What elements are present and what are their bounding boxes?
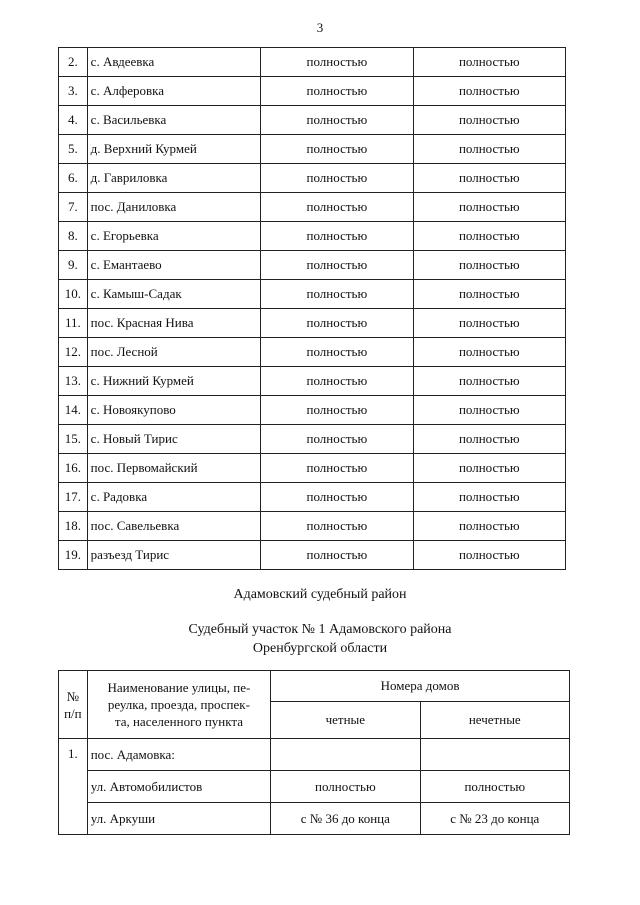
row-even: полностью xyxy=(261,251,413,280)
table-row xyxy=(59,251,566,280)
section-heading-line2: Оренбургской области xyxy=(252,641,388,656)
table-row xyxy=(59,771,570,803)
row-odd: полностью xyxy=(413,309,565,338)
row-odd: полностью xyxy=(413,164,565,193)
row-name: с. Камыш-Садак xyxy=(87,280,260,309)
row-even: полностью xyxy=(261,425,413,454)
table-row xyxy=(59,222,566,251)
header-num xyxy=(59,671,88,739)
table-row xyxy=(59,135,566,164)
row-even: полностью xyxy=(261,106,413,135)
row-odd: полностью xyxy=(413,483,565,512)
header-name-line2: реулка, проезда, проспек- xyxy=(107,697,250,712)
row-name: пос. Адамовка: xyxy=(87,739,270,771)
section-heading xyxy=(0,620,640,658)
row-num: 15. xyxy=(59,425,88,454)
row-name: с. Радовка xyxy=(87,483,260,512)
row-odd xyxy=(420,739,569,771)
row-name: с. Алферовка xyxy=(87,77,260,106)
table-row xyxy=(59,77,566,106)
row-name: пос. Лесной xyxy=(87,338,260,367)
streets-table xyxy=(58,670,570,835)
row-name: пос. Даниловка xyxy=(87,193,260,222)
row-even: полностью xyxy=(261,541,413,570)
table-row xyxy=(59,48,566,77)
table-row xyxy=(59,739,570,771)
table-row xyxy=(59,338,566,367)
row-odd: полностью xyxy=(413,425,565,454)
table-row xyxy=(59,106,566,135)
row-even: полностью xyxy=(261,193,413,222)
row-odd: полностью xyxy=(413,135,565,164)
row-num: 16. xyxy=(59,454,88,483)
row-odd: полностью xyxy=(413,396,565,425)
table-row xyxy=(59,280,566,309)
section-heading-line1: Судебный участок № 1 Адамовского района xyxy=(188,622,452,637)
row-odd: полностью xyxy=(413,77,565,106)
table-row xyxy=(59,309,566,338)
row-odd: полностью xyxy=(413,541,565,570)
row-even xyxy=(271,739,420,771)
row-num: 10. xyxy=(59,280,88,309)
header-name-line1: Наименование улицы, пе- xyxy=(107,680,251,695)
row-name: пос. Первомайский xyxy=(87,454,260,483)
row-even: полностью xyxy=(261,512,413,541)
table-row xyxy=(59,396,566,425)
row-odd: полностью xyxy=(413,193,565,222)
row-name: с. Новоякупово xyxy=(87,396,260,425)
district-heading: Адамовский судебный район xyxy=(233,587,407,602)
row-odd: полностью xyxy=(413,338,565,367)
row-even: полностью xyxy=(261,367,413,396)
page-number: 3 xyxy=(316,20,324,35)
row-odd: полностью xyxy=(413,454,565,483)
row-even: полностью xyxy=(271,771,420,803)
row-name: с. Новый Тирис xyxy=(87,425,260,454)
row-odd: полностью xyxy=(413,367,565,396)
row-num: 14. xyxy=(59,396,88,425)
row-num: 6. xyxy=(59,164,88,193)
row-name: с. Васильевка xyxy=(87,106,260,135)
row-num: 12. xyxy=(59,338,88,367)
header-name-line3: та, населенного пункта xyxy=(114,714,243,729)
row-name: разъезд Тирис xyxy=(87,541,260,570)
header-even: четные xyxy=(271,702,420,739)
row-odd: полностью xyxy=(413,280,565,309)
header-name xyxy=(87,671,270,739)
row-name: с. Емантаево xyxy=(87,251,260,280)
header-num-line1: № xyxy=(66,688,80,704)
row-even: полностью xyxy=(261,164,413,193)
table-row xyxy=(59,454,566,483)
row-name: д. Гавриловка xyxy=(87,164,260,193)
row-name: пос. Савельевка xyxy=(87,512,260,541)
row-name: с. Нижний Курмей xyxy=(87,367,260,396)
table-row xyxy=(59,803,570,835)
table-row xyxy=(59,164,566,193)
row-name: ул. Автомобилистов xyxy=(87,771,270,803)
row-odd: полностью xyxy=(420,771,569,803)
row-name: с. Егорьевка xyxy=(87,222,260,251)
row-odd: с № 23 до конца xyxy=(420,803,569,835)
row-even: полностью xyxy=(261,135,413,164)
table-row xyxy=(59,541,566,570)
row-num: 1. xyxy=(59,739,88,835)
header-houses: Номера домов xyxy=(271,671,570,702)
row-num: 3. xyxy=(59,77,88,106)
row-odd: полностью xyxy=(413,48,565,77)
row-num: 18. xyxy=(59,512,88,541)
row-name: д. Верхний Курмей xyxy=(87,135,260,164)
row-num: 11. xyxy=(59,309,88,338)
row-num: 13. xyxy=(59,367,88,396)
row-name: с. Авдеевка xyxy=(87,48,260,77)
row-even: полностью xyxy=(261,338,413,367)
row-even: с № 36 до конца xyxy=(271,803,420,835)
settlements-table xyxy=(58,47,566,570)
row-odd: полностью xyxy=(413,251,565,280)
table-row xyxy=(59,425,566,454)
row-odd: полностью xyxy=(413,106,565,135)
row-even: полностью xyxy=(261,396,413,425)
row-odd: полностью xyxy=(413,512,565,541)
row-num: 7. xyxy=(59,193,88,222)
row-num: 17. xyxy=(59,483,88,512)
row-even: полностью xyxy=(261,483,413,512)
header-num-line2: п/п xyxy=(64,705,82,721)
row-odd: полностью xyxy=(413,222,565,251)
row-num: 4. xyxy=(59,106,88,135)
row-num: 8. xyxy=(59,222,88,251)
table-row xyxy=(59,367,566,396)
table-row xyxy=(59,483,566,512)
row-even: полностью xyxy=(261,222,413,251)
header-odd: нечетные xyxy=(420,702,569,739)
row-even: полностью xyxy=(261,454,413,483)
row-num: 19. xyxy=(59,541,88,570)
row-name: ул. Аркуши xyxy=(87,803,270,835)
row-name: пос. Красная Нива xyxy=(87,309,260,338)
row-num: 5. xyxy=(59,135,88,164)
row-even: полностью xyxy=(261,77,413,106)
table-row xyxy=(59,193,566,222)
table-row xyxy=(59,512,566,541)
row-num: 9. xyxy=(59,251,88,280)
row-even: полностью xyxy=(261,48,413,77)
row-even: полностью xyxy=(261,280,413,309)
row-even: полностью xyxy=(261,309,413,338)
row-num: 2. xyxy=(59,48,88,77)
